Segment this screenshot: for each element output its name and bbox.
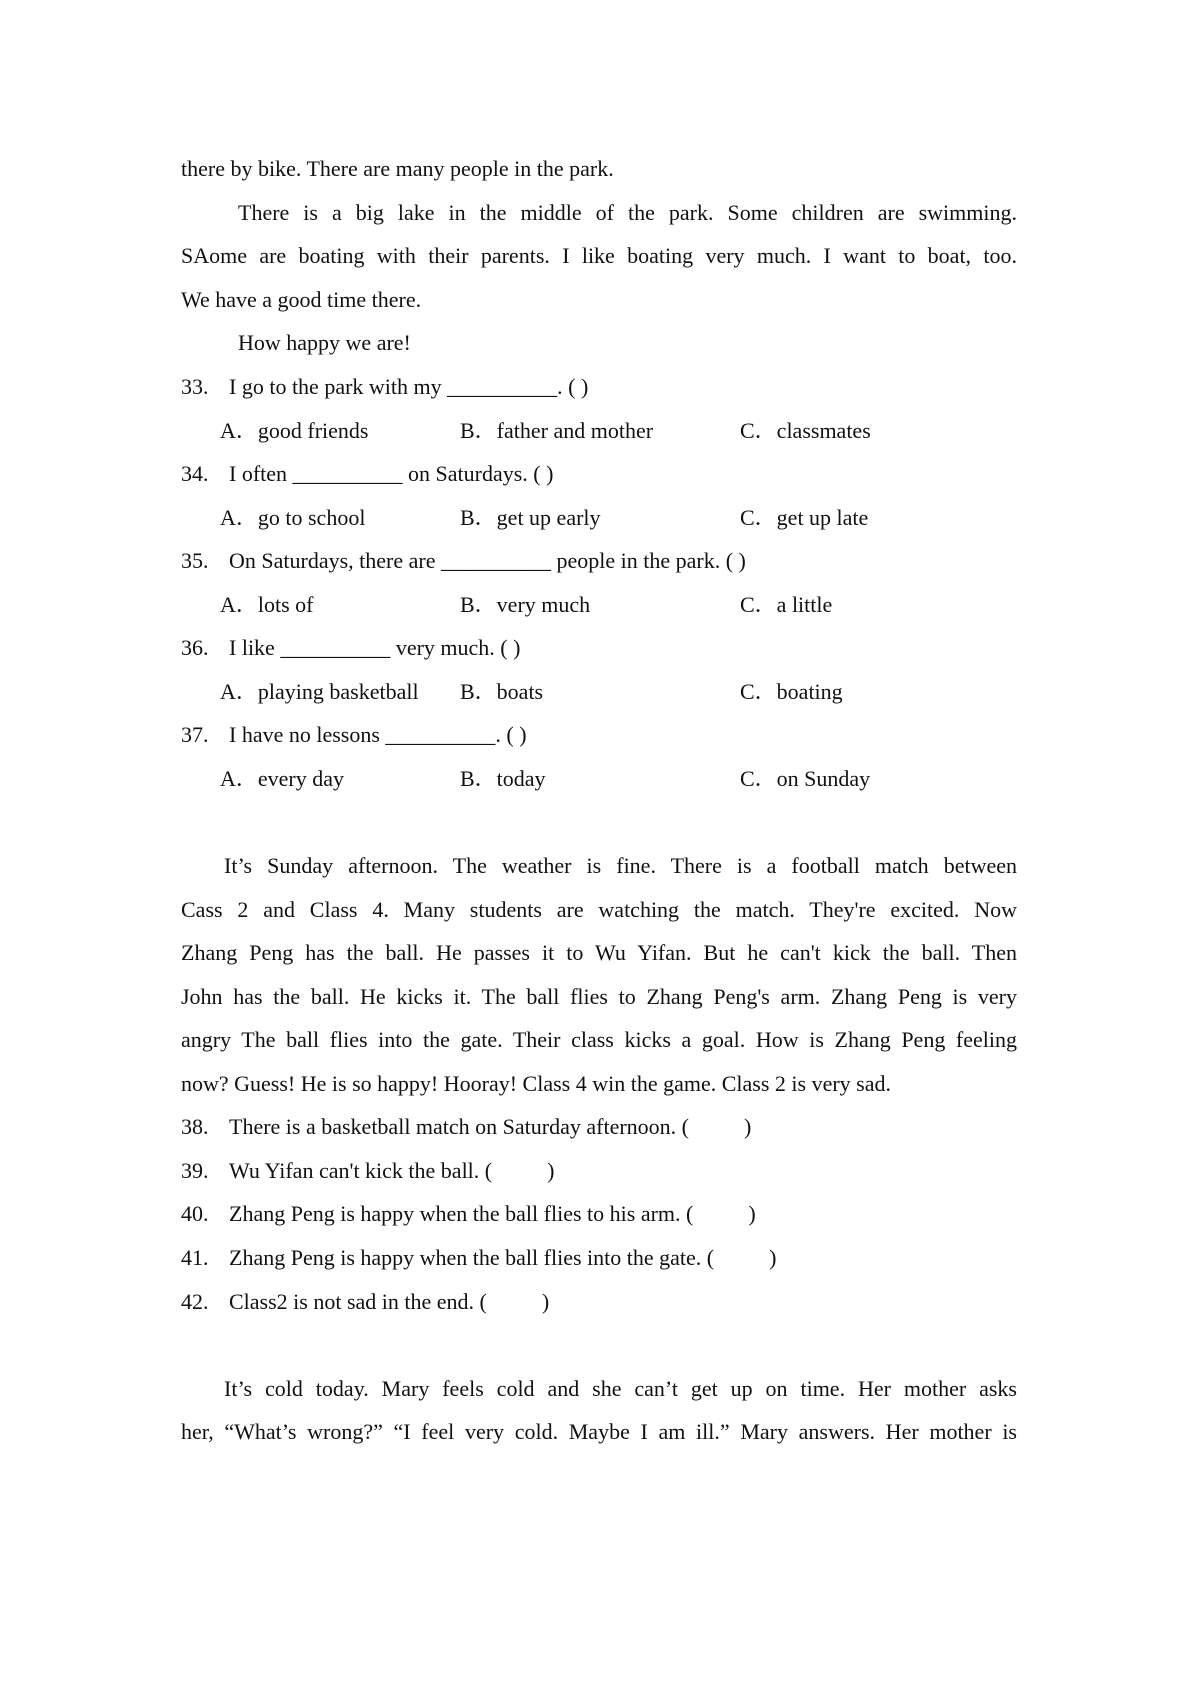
option-b: B．father and mother	[460, 418, 654, 443]
question-36	[181, 633, 520, 663]
question-number: 39.	[181, 1158, 209, 1183]
question-41	[181, 1243, 776, 1273]
question-number: 37.	[181, 722, 209, 747]
question-text: I go to the park with my __________. ( )	[229, 374, 589, 399]
passage2-line: angry The ball flies into the gate. Their class kicks a goal. How is Zhang Peng feeling	[181, 1027, 1017, 1052]
passage1-line: How happy we are!	[238, 330, 411, 355]
question-text: Zhang Peng is happy when the ball flies into the gate. ( )	[229, 1245, 777, 1270]
question-39	[181, 1156, 554, 1186]
question-number: 41.	[181, 1245, 209, 1270]
question-text: Zhang Peng is happy when the ball flies to his arm. ( )	[229, 1201, 756, 1226]
passage2-line: John has the ball. He kicks it. The ball flies to Zhang Peng's arm. Zhang Peng is very	[181, 984, 1017, 1009]
passage2-line: It’s Sunday afternoon. The weather is fine. There is a football match between	[224, 853, 1017, 878]
passage1-line: There is a big lake in the middle of the park. Some children are swimming.	[238, 200, 1017, 225]
question-37	[181, 720, 527, 750]
question-text: I have no lessons __________. ( )	[229, 722, 527, 747]
option-a: A．playing basketball	[220, 679, 419, 704]
question-text: There is a basketball match on Saturday afternoon. ( )	[229, 1114, 752, 1139]
option-c: C．on Sunday	[740, 766, 871, 791]
passage1-line: We have a good time there.	[181, 287, 422, 312]
option-c: C．a little	[740, 592, 833, 617]
option-b: B．get up early	[460, 505, 601, 530]
question-number: 33.	[181, 374, 209, 399]
question-text: Wu Yifan can't kick the ball. ( )	[229, 1158, 555, 1183]
question-34	[181, 459, 553, 489]
option-c: C．classmates	[740, 418, 871, 443]
option-b: B．boats	[460, 679, 544, 704]
question-number: 35.	[181, 548, 209, 573]
passage2-line: Cass 2 and Class 4. Many students are watching the match. They're excited. Now	[181, 897, 1017, 922]
passage3-line: her, “What’s wrong?” “I feel very cold. Maybe I am ill.” Mary answers. Her mother is	[181, 1419, 1017, 1444]
question-text: Class2 is not sad in the end. ( )	[229, 1289, 550, 1314]
question-number: 36.	[181, 635, 209, 660]
passage2-line: Zhang Peng has the ball. He passes it to Wu Yifan. But he can't kick the ball. Then	[181, 940, 1017, 965]
option-a: A．good friends	[220, 418, 369, 443]
question-42	[181, 1287, 549, 1317]
passage1-line: SAome are boating with their parents. I like boating very much. I want to boat, too.	[181, 243, 1017, 268]
question-33	[181, 372, 588, 402]
question-text: I like __________ very much. ( )	[229, 635, 521, 660]
option-b: B．very much	[460, 592, 591, 617]
option-a: A．lots of	[220, 592, 314, 617]
question-text: I often __________ on Saturdays. ( )	[229, 461, 554, 486]
question-number: 38.	[181, 1114, 209, 1139]
question-number: 40.	[181, 1201, 209, 1226]
question-number: 34.	[181, 461, 209, 486]
passage1-line: there by bike. There are many people in the park.	[181, 156, 614, 181]
passage3-line: It’s cold today. Mary feels cold and she can’t get up on time. Her mother asks	[224, 1376, 1017, 1401]
option-c: C．boating	[740, 679, 843, 704]
question-text: On Saturdays, there are __________ people in the park. ( )	[229, 548, 746, 573]
option-b: B．today	[460, 766, 546, 791]
question-40	[181, 1199, 756, 1229]
option-a: A．every day	[220, 766, 345, 791]
question-number: 42.	[181, 1289, 209, 1314]
passage2-line: now? Guess! He is so happy! Hooray! Class 4 win the game. Class 2 is very sad.	[181, 1071, 891, 1096]
option-a: A．go to school	[220, 505, 366, 530]
option-c: C．get up late	[740, 505, 869, 530]
question-35	[181, 546, 746, 576]
question-38	[181, 1112, 751, 1142]
